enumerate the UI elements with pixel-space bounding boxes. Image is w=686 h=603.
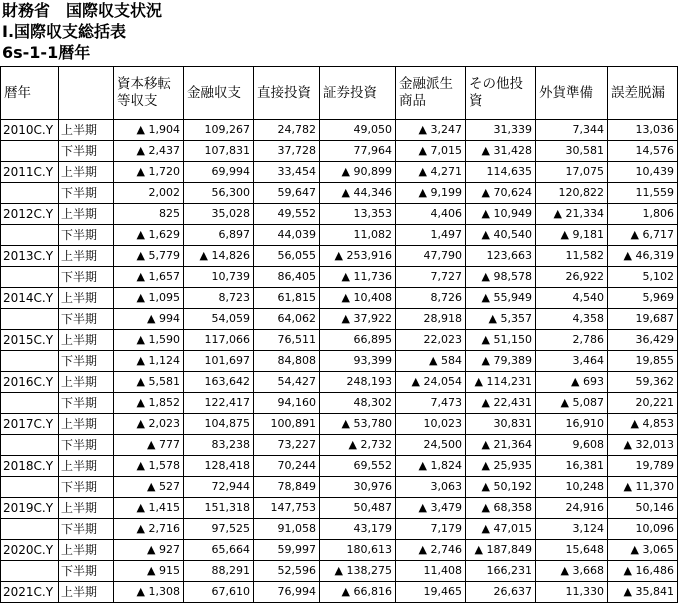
value-cell: 1,497: [396, 225, 466, 246]
value-cell: 69,994: [184, 162, 254, 183]
value-cell: 24,782: [254, 120, 320, 141]
value-cell: 86,405: [254, 267, 320, 288]
value-cell: 72,944: [184, 477, 254, 498]
value-cell: ▲ 4,853: [608, 414, 678, 435]
value-cell: ▲ 1,824: [396, 456, 466, 477]
value-cell: ▲ 16,486: [608, 561, 678, 582]
value-cell: ▲ 187,849: [466, 540, 536, 561]
value-cell: 61,815: [254, 288, 320, 309]
value-cell: 78,849: [254, 477, 320, 498]
table-row: [1, 582, 678, 603]
header-cell-half: [59, 67, 114, 120]
table-row: [1, 351, 678, 372]
table-row: [1, 330, 678, 351]
value-cell: 5,102: [608, 267, 678, 288]
value-cell: 9,608: [536, 435, 608, 456]
value-cell: 20,221: [608, 393, 678, 414]
table-row: [1, 477, 678, 498]
year-cell: [1, 519, 59, 540]
value-cell: ▲ 915: [114, 561, 184, 582]
value-cell: ▲ 53,780: [320, 414, 396, 435]
half-cell: 下半期: [59, 393, 114, 414]
value-cell: 15,648: [536, 540, 608, 561]
value-cell: 147,753: [254, 498, 320, 519]
value-cell: 19,465: [396, 582, 466, 603]
value-cell: ▲ 584: [396, 351, 466, 372]
value-cell: 33,454: [254, 162, 320, 183]
value-cell: 11,582: [536, 246, 608, 267]
half-cell: 上半期: [59, 204, 114, 225]
value-cell: ▲ 3,247: [396, 120, 466, 141]
table-row: [1, 561, 678, 582]
value-cell: ▲ 3,479: [396, 498, 466, 519]
value-cell: 97,525: [184, 519, 254, 540]
value-cell: ▲ 24,054: [396, 372, 466, 393]
half-cell: 下半期: [59, 183, 114, 204]
half-cell: 下半期: [59, 519, 114, 540]
header-cell-other-investment: その他投資: [466, 67, 536, 120]
value-cell: 4,358: [536, 309, 608, 330]
value-cell: 13,036: [608, 120, 678, 141]
year-cell: 2015C.Y: [1, 330, 59, 351]
value-cell: ▲ 2,716: [114, 519, 184, 540]
table-row: [1, 519, 678, 540]
value-cell: ▲ 1,095: [114, 288, 184, 309]
year-cell: 2019C.Y: [1, 498, 59, 519]
value-cell: 54,427: [254, 372, 320, 393]
header-cell-direct-investment: 直接投資: [254, 67, 320, 120]
value-cell: ▲ 253,916: [320, 246, 396, 267]
value-cell: ▲ 2,023: [114, 414, 184, 435]
table-row: [1, 540, 678, 561]
half-cell: 上半期: [59, 120, 114, 141]
value-cell: ▲ 47,015: [466, 519, 536, 540]
table-row: [1, 498, 678, 519]
header-cell-portfolio-investment: 証券投資: [320, 67, 396, 120]
bop-table: [0, 66, 678, 603]
value-cell: 73,227: [254, 435, 320, 456]
value-cell: ▲ 5,357: [466, 309, 536, 330]
value-cell: ▲ 70,624: [466, 183, 536, 204]
value-cell: 109,267: [184, 120, 254, 141]
value-cell: 10,439: [608, 162, 678, 183]
half-cell: 下半期: [59, 351, 114, 372]
value-cell: 49,552: [254, 204, 320, 225]
header-row: [1, 67, 678, 120]
value-cell: ▲ 2,746: [396, 540, 466, 561]
value-cell: 117,066: [184, 330, 254, 351]
value-cell: ▲ 35,841: [608, 582, 678, 603]
value-cell: ▲ 31,428: [466, 141, 536, 162]
table-body: [1, 120, 678, 603]
year-cell: [1, 183, 59, 204]
value-cell: ▲ 1,308: [114, 582, 184, 603]
value-cell: 10,739: [184, 267, 254, 288]
value-cell: 101,697: [184, 351, 254, 372]
value-cell: 84,808: [254, 351, 320, 372]
value-cell: 48,302: [320, 393, 396, 414]
value-cell: 91,058: [254, 519, 320, 540]
value-cell: ▲ 3,668: [536, 561, 608, 582]
header-cell-capital-transfers: 資本移転等収支: [114, 67, 184, 120]
value-cell: ▲ 9,199: [396, 183, 466, 204]
half-cell: 下半期: [59, 435, 114, 456]
value-cell: ▲ 25,935: [466, 456, 536, 477]
value-cell: 10,248: [536, 477, 608, 498]
value-cell: 6,897: [184, 225, 254, 246]
value-cell: 180,613: [320, 540, 396, 561]
value-cell: ▲ 1,720: [114, 162, 184, 183]
value-cell: 54,059: [184, 309, 254, 330]
value-cell: ▲ 90,899: [320, 162, 396, 183]
value-cell: ▲ 3,065: [608, 540, 678, 561]
value-cell: 56,300: [184, 183, 254, 204]
header-cell-reserve-assets: 外貨準備: [536, 67, 608, 120]
half-cell: 上半期: [59, 456, 114, 477]
value-cell: ▲ 44,346: [320, 183, 396, 204]
table-row: [1, 141, 678, 162]
value-cell: 151,318: [184, 498, 254, 519]
value-cell: 14,576: [608, 141, 678, 162]
section-title: Ⅰ.国際収支総括表: [2, 22, 127, 41]
half-cell: 下半期: [59, 561, 114, 582]
table-row: [1, 456, 678, 477]
value-cell: ▲ 1,904: [114, 120, 184, 141]
year-cell: 2012C.Y: [1, 204, 59, 225]
value-cell: 8,723: [184, 288, 254, 309]
value-cell: 36,429: [608, 330, 678, 351]
value-cell: 114,635: [466, 162, 536, 183]
value-cell: 11,559: [608, 183, 678, 204]
value-cell: 19,687: [608, 309, 678, 330]
value-cell: 50,146: [608, 498, 678, 519]
value-cell: 10,096: [608, 519, 678, 540]
table-row: [1, 288, 678, 309]
value-cell: 100,891: [254, 414, 320, 435]
value-cell: 30,976: [320, 477, 396, 498]
year-cell: [1, 309, 59, 330]
sheet-title: 6s-1-1暦年: [2, 43, 91, 62]
half-cell: 上半期: [59, 288, 114, 309]
table-row: [1, 225, 678, 246]
year-cell: 2014C.Y: [1, 288, 59, 309]
value-cell: 16,910: [536, 414, 608, 435]
value-cell: ▲ 21,364: [466, 435, 536, 456]
value-cell: ▲ 527: [114, 477, 184, 498]
half-cell: 下半期: [59, 225, 114, 246]
value-cell: ▲ 11,370: [608, 477, 678, 498]
value-cell: 825: [114, 204, 184, 225]
half-cell: 上半期: [59, 498, 114, 519]
value-cell: ▲ 32,013: [608, 435, 678, 456]
value-cell: 59,647: [254, 183, 320, 204]
half-cell: 上半期: [59, 372, 114, 393]
value-cell: ▲ 2,437: [114, 141, 184, 162]
value-cell: 67,610: [184, 582, 254, 603]
header-cell-errors-omissions: 誤差脱漏: [608, 67, 678, 120]
year-cell: [1, 561, 59, 582]
value-cell: 11,330: [536, 582, 608, 603]
value-cell: 50,487: [320, 498, 396, 519]
table-row: [1, 204, 678, 225]
value-cell: 52,596: [254, 561, 320, 582]
value-cell: 59,362: [608, 372, 678, 393]
value-cell: ▲ 1,415: [114, 498, 184, 519]
value-cell: 56,055: [254, 246, 320, 267]
value-cell: ▲ 1,657: [114, 267, 184, 288]
year-cell: 2013C.Y: [1, 246, 59, 267]
value-cell: 7,344: [536, 120, 608, 141]
table-row: [1, 414, 678, 435]
year-cell: 2018C.Y: [1, 456, 59, 477]
value-cell: ▲ 68,358: [466, 498, 536, 519]
value-cell: ▲ 5,779: [114, 246, 184, 267]
value-cell: 163,642: [184, 372, 254, 393]
value-cell: 104,875: [184, 414, 254, 435]
value-cell: 122,417: [184, 393, 254, 414]
value-cell: 26,637: [466, 582, 536, 603]
half-cell: 下半期: [59, 309, 114, 330]
table-row: [1, 435, 678, 456]
value-cell: 69,552: [320, 456, 396, 477]
value-cell: 83,238: [184, 435, 254, 456]
value-cell: 22,023: [396, 330, 466, 351]
value-cell: 10,023: [396, 414, 466, 435]
value-cell: 47,790: [396, 246, 466, 267]
value-cell: ▲ 50,192: [466, 477, 536, 498]
value-cell: 166,231: [466, 561, 536, 582]
value-cell: ▲ 1,629: [114, 225, 184, 246]
half-cell: 上半期: [59, 330, 114, 351]
year-cell: 2017C.Y: [1, 414, 59, 435]
year-cell: 2016C.Y: [1, 372, 59, 393]
year-cell: 2021C.Y: [1, 582, 59, 603]
header-cell-year: 暦年: [1, 67, 59, 120]
header-cell-financial-derivatives: 金融派生商品: [396, 67, 466, 120]
value-cell: 35,028: [184, 204, 254, 225]
table-row: [1, 372, 678, 393]
value-cell: ▲ 5,581: [114, 372, 184, 393]
half-cell: 下半期: [59, 477, 114, 498]
value-cell: 13,353: [320, 204, 396, 225]
value-cell: 128,418: [184, 456, 254, 477]
value-cell: ▲ 114,231: [466, 372, 536, 393]
value-cell: 19,789: [608, 456, 678, 477]
table-row: [1, 393, 678, 414]
value-cell: ▲ 2,732: [320, 435, 396, 456]
value-cell: 4,540: [536, 288, 608, 309]
value-cell: ▲ 37,922: [320, 309, 396, 330]
value-cell: 107,831: [184, 141, 254, 162]
year-cell: [1, 393, 59, 414]
value-cell: 123,663: [466, 246, 536, 267]
table-row: [1, 246, 678, 267]
value-cell: ▲ 55,949: [466, 288, 536, 309]
value-cell: ▲ 14,826: [184, 246, 254, 267]
year-cell: [1, 477, 59, 498]
value-cell: ▲ 51,150: [466, 330, 536, 351]
value-cell: 37,728: [254, 141, 320, 162]
half-cell: 上半期: [59, 414, 114, 435]
value-cell: ▲ 11,736: [320, 267, 396, 288]
value-cell: 93,399: [320, 351, 396, 372]
half-cell: 上半期: [59, 540, 114, 561]
value-cell: 8,726: [396, 288, 466, 309]
value-cell: ▲ 1,590: [114, 330, 184, 351]
year-cell: [1, 225, 59, 246]
half-cell: 上半期: [59, 582, 114, 603]
value-cell: 30,581: [536, 141, 608, 162]
year-cell: [1, 141, 59, 162]
value-cell: ▲ 5,087: [536, 393, 608, 414]
value-cell: 31,339: [466, 120, 536, 141]
value-cell: 4,406: [396, 204, 466, 225]
value-cell: 24,500: [396, 435, 466, 456]
value-cell: 17,075: [536, 162, 608, 183]
half-cell: 下半期: [59, 267, 114, 288]
value-cell: ▲ 777: [114, 435, 184, 456]
value-cell: ▲ 10,408: [320, 288, 396, 309]
value-cell: 248,193: [320, 372, 396, 393]
value-cell: 19,855: [608, 351, 678, 372]
value-cell: ▲ 98,578: [466, 267, 536, 288]
value-cell: ▲ 4,271: [396, 162, 466, 183]
value-cell: ▲ 22,431: [466, 393, 536, 414]
table-row: [1, 120, 678, 141]
value-cell: 7,179: [396, 519, 466, 540]
half-cell: 上半期: [59, 246, 114, 267]
value-cell: ▲ 10,949: [466, 204, 536, 225]
value-cell: 5,969: [608, 288, 678, 309]
year-cell: [1, 351, 59, 372]
value-cell: 16,381: [536, 456, 608, 477]
value-cell: 49,050: [320, 120, 396, 141]
table-row: [1, 267, 678, 288]
year-cell: 2020C.Y: [1, 540, 59, 561]
value-cell: ▲ 927: [114, 540, 184, 561]
value-cell: ▲ 9,181: [536, 225, 608, 246]
year-cell: 2010C.Y: [1, 120, 59, 141]
value-cell: 3,124: [536, 519, 608, 540]
value-cell: ▲ 994: [114, 309, 184, 330]
table-row: [1, 309, 678, 330]
year-cell: [1, 435, 59, 456]
value-cell: ▲ 6,717: [608, 225, 678, 246]
value-cell: ▲ 40,540: [466, 225, 536, 246]
year-cell: 2011C.Y: [1, 162, 59, 183]
value-cell: 3,464: [536, 351, 608, 372]
ministry-title: 財務省 国際収支状況: [2, 1, 163, 20]
value-cell: 64,062: [254, 309, 320, 330]
value-cell: 59,997: [254, 540, 320, 561]
value-cell: 44,039: [254, 225, 320, 246]
value-cell: 2,002: [114, 183, 184, 204]
value-cell: ▲ 46,319: [608, 246, 678, 267]
value-cell: 70,244: [254, 456, 320, 477]
table-row: [1, 162, 678, 183]
table-row: [1, 183, 678, 204]
value-cell: ▲ 138,275: [320, 561, 396, 582]
value-cell: 2,786: [536, 330, 608, 351]
year-cell: [1, 267, 59, 288]
header-cell-financial-account: 金融収支: [184, 67, 254, 120]
value-cell: 30,831: [466, 414, 536, 435]
value-cell: 94,160: [254, 393, 320, 414]
value-cell: 11,082: [320, 225, 396, 246]
value-cell: 24,916: [536, 498, 608, 519]
value-cell: 3,063: [396, 477, 466, 498]
report-titles: [2, 0, 162, 63]
value-cell: ▲ 7,015: [396, 141, 466, 162]
value-cell: 26,922: [536, 267, 608, 288]
value-cell: 76,511: [254, 330, 320, 351]
value-cell: 43,179: [320, 519, 396, 540]
value-cell: 7,473: [396, 393, 466, 414]
value-cell: ▲ 1,578: [114, 456, 184, 477]
value-cell: 65,664: [184, 540, 254, 561]
value-cell: ▲ 21,334: [536, 204, 608, 225]
value-cell: 7,727: [396, 267, 466, 288]
value-cell: 77,964: [320, 141, 396, 162]
value-cell: 120,822: [536, 183, 608, 204]
half-cell: 上半期: [59, 162, 114, 183]
value-cell: 28,918: [396, 309, 466, 330]
value-cell: 88,291: [184, 561, 254, 582]
value-cell: ▲ 1,852: [114, 393, 184, 414]
value-cell: 66,895: [320, 330, 396, 351]
value-cell: 11,408: [396, 561, 466, 582]
value-cell: 1,806: [608, 204, 678, 225]
value-cell: ▲ 66,816: [320, 582, 396, 603]
value-cell: 76,994: [254, 582, 320, 603]
value-cell: ▲ 1,124: [114, 351, 184, 372]
half-cell: 下半期: [59, 141, 114, 162]
value-cell: ▲ 693: [536, 372, 608, 393]
value-cell: ▲ 79,389: [466, 351, 536, 372]
